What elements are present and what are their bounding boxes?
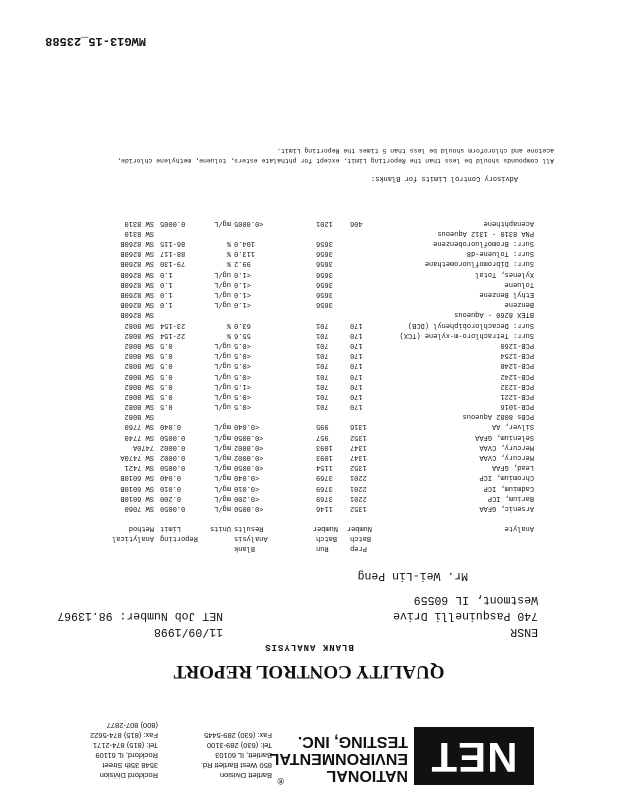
cell-analyte: Arsenic, GFAA xyxy=(479,504,534,512)
cell-result: 63.0 xyxy=(234,320,251,329)
cell-run: 3656 xyxy=(316,269,333,278)
cell-result: <0.5 xyxy=(234,361,251,370)
cell-run: 701 xyxy=(316,381,329,390)
table-row xyxy=(94,380,534,390)
cell-result: <1.0 xyxy=(234,300,251,309)
cell-units: ug/L xyxy=(214,381,231,390)
cell-run: 701 xyxy=(316,371,329,380)
cell-analyte: Ethyl Benzene xyxy=(479,290,534,299)
cell-prep: 1352 xyxy=(350,432,367,441)
cell-result: <1.0 xyxy=(234,290,251,299)
cell-analyte: PCBs 8082 Aqueous xyxy=(462,412,534,421)
table-body xyxy=(94,217,534,512)
cell-result: <0.0050 xyxy=(234,504,264,512)
cell-units: mg/L xyxy=(214,453,231,462)
header-method-2: Method xyxy=(128,523,154,532)
cell-units: mg/L xyxy=(214,483,231,492)
cell-rl: 0.5 xyxy=(160,402,173,411)
blank-analysis-table xyxy=(94,217,534,552)
cell-units: mg/L xyxy=(214,473,231,482)
cell-analyte: PCB-1232 xyxy=(500,381,534,390)
cell-units: ug/L xyxy=(214,341,231,349)
company-logo xyxy=(414,727,534,785)
cell-method: SW 8260B xyxy=(120,239,154,248)
cell-method: SW 6010B xyxy=(120,473,154,482)
cell-analyte: Selenium, GFAA xyxy=(475,432,534,441)
cell-units: ug/L xyxy=(214,300,231,309)
header-blank-2: Analysis xyxy=(234,533,268,542)
cell-result: 113.0 xyxy=(234,249,256,258)
cell-prep: 2201 xyxy=(350,483,367,492)
header-units: Units xyxy=(209,523,231,532)
cell-analyte: PCB-1248 xyxy=(500,361,534,370)
cell-run: 1154 xyxy=(316,463,333,472)
cell-prep: 1347 xyxy=(350,453,367,462)
cell-rl: 1.0 xyxy=(160,269,173,278)
cell-run: 3769 xyxy=(316,493,333,502)
cell-prep: 406 xyxy=(350,218,363,227)
cell-units: ug/L xyxy=(214,361,231,370)
cell-units: % xyxy=(226,249,231,258)
cell-result: <0.0050 xyxy=(234,432,264,441)
registered-mark: ® xyxy=(277,776,284,786)
table-row xyxy=(94,471,534,481)
cell-units: % xyxy=(226,259,231,268)
cell-method: SW 6010B xyxy=(120,483,154,492)
cell-result: 104.0 xyxy=(234,239,256,248)
cell-rl: 79-130 xyxy=(160,259,186,268)
cell-run: 957 xyxy=(316,432,329,441)
cell-units: mg/L xyxy=(214,504,231,512)
client-address-line2: Westmont, IL 60559 xyxy=(413,593,538,606)
company-name xyxy=(269,733,408,784)
cell-analyte: PCB-1221 xyxy=(500,391,534,400)
cell-result: <0.5 xyxy=(234,351,251,360)
cell-analyte: Cadmium, ICP xyxy=(483,483,534,492)
cell-run: 1093 xyxy=(316,442,333,451)
cell-prep: 1316 xyxy=(350,422,367,431)
cell-prep: 170 xyxy=(350,391,363,400)
cell-rl: 0.0050 xyxy=(160,432,186,441)
header-rl-1: Reporting xyxy=(160,533,198,542)
cell-method: SW 8260B xyxy=(120,249,154,258)
cell-prep: 2201 xyxy=(350,493,367,502)
report-title: QUALITY CONTROL REPORT xyxy=(173,661,445,682)
cell-run: 701 xyxy=(316,351,329,360)
cell-rl: 0.5 xyxy=(160,371,173,380)
cell-analyte: Xylenes, Total xyxy=(475,269,534,278)
cell-result: <0.0050 xyxy=(234,463,264,472)
cell-result: <0.0002 xyxy=(234,442,264,451)
cell-result: <0.040 xyxy=(234,422,260,431)
cell-units: % xyxy=(226,320,231,329)
table-row xyxy=(94,237,534,247)
cell-method: SW 8082 xyxy=(124,361,154,370)
cell-run: 701 xyxy=(316,391,329,400)
cell-run: 3656 xyxy=(316,259,333,268)
table-row xyxy=(94,451,534,461)
table-row xyxy=(94,308,534,318)
cell-prep: 170 xyxy=(350,330,363,339)
bartlett-tel: Tel: (630) 289-3100 xyxy=(206,741,272,750)
cell-units: mg/L xyxy=(214,432,231,441)
cell-analyte: Toluene xyxy=(504,279,534,288)
cell-rl: 88-117 xyxy=(160,249,186,258)
cell-run: 701 xyxy=(316,330,329,339)
bartlett-city: Bartlett, IL 60103 xyxy=(215,751,272,760)
cell-run: 3656 xyxy=(316,300,333,309)
cell-method: SW 7470A xyxy=(120,453,154,462)
table-row xyxy=(94,420,534,430)
client-name: ENSR xyxy=(510,625,538,638)
cell-prep: 170 xyxy=(350,341,363,349)
cell-rl: 0.200 xyxy=(160,493,182,502)
cell-analyte: Surr: Dibromofluoromethane xyxy=(424,259,534,268)
cell-units: % xyxy=(226,330,231,339)
header-blank-3: Results xyxy=(234,523,264,532)
cell-analyte: PNA 8310 - 1312 Aqueous xyxy=(437,228,534,237)
table-row xyxy=(94,257,534,267)
cell-run: 3656 xyxy=(316,290,333,299)
cell-method: SW 8082 xyxy=(124,391,154,400)
header-run-1: Run xyxy=(316,544,329,552)
cell-run: 1093 xyxy=(316,453,333,462)
cell-method: SW 8260B xyxy=(120,310,154,319)
cell-units: mg/L xyxy=(214,493,231,502)
bartlett-fax: Fax: (630) 289-5445 xyxy=(204,731,272,740)
cell-run: 701 xyxy=(316,402,329,411)
job-number-value: 98.13967 xyxy=(57,609,113,622)
cell-rl: 0.0005 xyxy=(160,218,186,227)
cell-rl: 0.0050 xyxy=(160,463,186,472)
cell-method: SW 8260B xyxy=(120,279,154,288)
cell-method: SW 8082 xyxy=(124,320,154,329)
rockford-title: Rockford Division xyxy=(99,771,158,780)
cell-result: <1.0 xyxy=(234,269,251,278)
table-row xyxy=(94,492,534,502)
cell-rl: 0.040 xyxy=(160,422,182,431)
table-row xyxy=(94,349,534,359)
cell-run: 1146 xyxy=(316,504,333,512)
cell-result: 55.6 xyxy=(234,330,251,339)
cell-analyte: Surr: Tetrachloro-m-xylene (TCX) xyxy=(399,330,534,339)
table-row xyxy=(94,247,534,257)
table-row xyxy=(94,390,534,400)
report-subtitle: BLANK ANALYSIS xyxy=(264,642,354,652)
cell-method: SW 7740 xyxy=(124,432,154,441)
rockford-city: Rockford, IL 61109 xyxy=(95,751,158,760)
logo-text: NET xyxy=(430,734,518,781)
cell-method: SW 8082 xyxy=(124,351,154,360)
cell-prep: 170 xyxy=(350,351,363,360)
table-row xyxy=(94,359,534,369)
cell-run: 3656 xyxy=(316,249,333,258)
header-rl-2: Limit xyxy=(160,523,182,532)
report-date: 11/09/1998 xyxy=(153,625,223,638)
cell-analyte: Surr: Decachlorobiphenyl (DCB) xyxy=(407,320,534,329)
cell-method: SW 7060 xyxy=(124,504,154,512)
cell-units: ug/L xyxy=(214,402,231,411)
cell-result: <0.0005 xyxy=(234,218,264,227)
header-prep-2: Batch xyxy=(350,533,372,542)
cell-result: <0.5 xyxy=(234,391,251,400)
cell-method: SW 8260B xyxy=(120,259,154,268)
cell-rl: 1.0 xyxy=(160,279,173,288)
table-row xyxy=(94,288,534,298)
cell-analyte: Barium, ICP xyxy=(487,493,534,502)
advisory-heading: Advisory Control Limits for Blanks: xyxy=(370,174,518,182)
cell-result: <0.5 xyxy=(234,341,251,349)
advisory-note-line2: acetone and chloroform should be less than 5 times the Reporting Limit. xyxy=(277,147,554,154)
cell-prep: 170 xyxy=(350,371,363,380)
table-row xyxy=(94,298,534,308)
cell-prep: 170 xyxy=(350,320,363,329)
company-name-line3: TESTING, INC. xyxy=(297,733,408,750)
cell-run: 701 xyxy=(316,341,329,349)
cell-result: <0.5 xyxy=(234,402,251,411)
cell-prep: 1347 xyxy=(350,442,367,451)
table-row xyxy=(94,481,534,491)
rockford-tollfree: (800) 807-2877 xyxy=(106,721,158,730)
cell-rl: 22-154 xyxy=(160,330,186,339)
cell-rl: 0.0002 xyxy=(160,442,186,451)
cell-method: SW 8082 xyxy=(124,330,154,339)
table-row xyxy=(94,410,534,420)
cell-units: ug/L xyxy=(214,290,231,299)
cell-analyte: Silver, AA xyxy=(491,422,534,431)
header-prep-1: Prep xyxy=(350,544,367,552)
table-header xyxy=(94,512,534,552)
cell-result: <0.040 xyxy=(234,473,260,482)
header-method-1: Analytical xyxy=(111,533,154,542)
cell-result: <0.5 xyxy=(234,371,251,380)
cell-method: SW 8082 xyxy=(124,412,154,421)
advisory-note-line1: All compounds should be less than the Reporting Limit, except for phthalate esters, toluene, methylene chloride, xyxy=(117,157,554,164)
cell-rl: 0.5 xyxy=(160,341,173,349)
cell-rl: 0.0050 xyxy=(160,504,186,512)
cell-run: 3656 xyxy=(316,239,333,248)
cell-run: 3769 xyxy=(316,483,333,492)
cell-run: 1201 xyxy=(316,218,333,227)
header-blank-1: Blank xyxy=(234,544,256,552)
cell-prep: 1352 xyxy=(350,504,367,512)
cell-rl: 1.0 xyxy=(160,290,173,299)
cell-run: 3656 xyxy=(316,279,333,288)
cell-method: SW 7760 xyxy=(124,422,154,431)
cell-rl: 0.5 xyxy=(160,391,173,400)
cell-units: ug/L xyxy=(214,279,231,288)
cell-rl: 1.0 xyxy=(160,300,173,309)
client-address-line1: 740 Pasquinelli Drive xyxy=(393,609,538,622)
cell-result: <1.5 xyxy=(234,381,251,390)
cell-units: mg/L xyxy=(214,218,231,227)
cell-rl: 0.010 xyxy=(160,483,182,492)
cell-rl: 0.5 xyxy=(160,361,173,370)
cell-run: 701 xyxy=(316,320,329,329)
cell-run: 3769 xyxy=(316,473,333,482)
cell-analyte: Surr: Toluene-d8 xyxy=(466,249,534,258)
cell-units: ug/L xyxy=(214,391,231,400)
cell-units: ug/L xyxy=(214,269,231,278)
rockford-fax: Fax: (815) 874-5622 xyxy=(90,731,158,740)
header-run-3: Number xyxy=(312,523,338,532)
table-row xyxy=(94,339,534,349)
cell-result: <1.0 xyxy=(234,279,251,288)
cell-rl: 0.040 xyxy=(160,473,182,482)
table-row xyxy=(94,217,534,227)
rockford-tel: Tel: (815) 874-2171 xyxy=(92,741,158,750)
cell-method: SW 8260B xyxy=(120,269,154,278)
cell-analyte: Mercury, CVAA xyxy=(479,453,534,462)
rockford-street: 3548 35th Street xyxy=(102,761,158,770)
document-id: MWG13-15_23588 xyxy=(45,34,146,48)
cell-run: 701 xyxy=(316,361,329,370)
table-row xyxy=(94,278,534,288)
cell-rl: 0.5 xyxy=(160,351,173,360)
job-number xyxy=(57,609,223,622)
cell-result: 99.2 xyxy=(234,259,251,268)
bartlett-street: 850 West Bartlett Rd. xyxy=(200,761,272,770)
cell-method: 7470A xyxy=(132,442,154,451)
cell-analyte: Acenaphthene xyxy=(483,218,534,227)
header-run-2: Batch xyxy=(316,533,338,542)
cell-method: SW 8082 xyxy=(124,402,154,411)
cell-analyte: PCB-1016 xyxy=(500,402,534,411)
table-row xyxy=(94,369,534,379)
cell-run: 995 xyxy=(316,422,329,431)
cell-method: SW 8310 xyxy=(124,218,154,227)
cell-prep: 170 xyxy=(350,381,363,390)
cell-method: SW 8082 xyxy=(124,381,154,390)
cell-analyte: Surr: Bromofluorobenzene xyxy=(433,239,534,248)
cell-analyte: Mercury, CVAA xyxy=(479,442,534,451)
cell-analyte: PCB-1260 xyxy=(500,341,534,349)
rockford-division-address xyxy=(18,720,158,780)
cell-method: SW 7421 xyxy=(124,463,154,472)
cell-result: <0.200 xyxy=(234,493,260,502)
cell-units: ug/L xyxy=(214,371,231,380)
table-row xyxy=(94,461,534,471)
cell-units: % xyxy=(226,239,231,248)
cell-result: <0.010 xyxy=(234,483,260,492)
cell-units: mg/L xyxy=(214,463,231,472)
company-name-line1: NATIONAL xyxy=(326,767,408,784)
table-row xyxy=(94,400,534,410)
cell-analyte: BTEX 8260 - Aqueous xyxy=(454,310,534,319)
cell-units: mg/L xyxy=(214,422,231,431)
cell-method: SW 8310 xyxy=(124,228,154,237)
cell-method: SW 6010B xyxy=(120,493,154,502)
cell-rl: 0.5 xyxy=(160,381,173,390)
header-analyte: Analyte xyxy=(504,523,534,532)
table-row xyxy=(94,329,534,339)
cell-analyte: Benzene xyxy=(504,300,534,309)
table-row xyxy=(94,441,534,451)
cell-rl: 0.0002 xyxy=(160,453,186,462)
table-row xyxy=(94,502,534,512)
job-number-label: NET Job Number: xyxy=(119,609,223,622)
cell-method: SW 8260B xyxy=(120,300,154,309)
table-row xyxy=(94,268,534,278)
cell-prep: 170 xyxy=(350,402,363,411)
cell-units: mg/L xyxy=(214,442,231,451)
cell-units: ug/L xyxy=(214,351,231,360)
table-row xyxy=(94,227,534,237)
cell-method: SW 8082 xyxy=(124,371,154,380)
cell-prep: 170 xyxy=(350,361,363,370)
cell-method: SW 8260B xyxy=(120,290,154,299)
cell-rl: 23-154 xyxy=(160,320,186,329)
cell-analyte: PCB-1254 xyxy=(500,351,534,360)
cell-prep: 1352 xyxy=(350,463,367,472)
client-attention: Mr. Wei-Lin Peng xyxy=(357,569,468,582)
cell-rl: 86-115 xyxy=(160,239,186,248)
table-row xyxy=(94,318,534,328)
cell-analyte: Chromium, ICP xyxy=(479,473,534,482)
cell-analyte: Lead, GFAA xyxy=(491,463,534,472)
bartlett-title: Bartlett Division xyxy=(219,771,272,780)
company-name-line2: ENVIRONMENTAL xyxy=(269,750,408,767)
cell-prep: 2201 xyxy=(350,473,367,482)
header-prep-3: Number xyxy=(346,523,372,532)
cell-method: SW 8082 xyxy=(124,341,154,349)
table-row xyxy=(94,431,534,441)
cell-analyte: PCB-1242 xyxy=(500,371,534,380)
cell-result: <0.0002 xyxy=(234,453,264,462)
